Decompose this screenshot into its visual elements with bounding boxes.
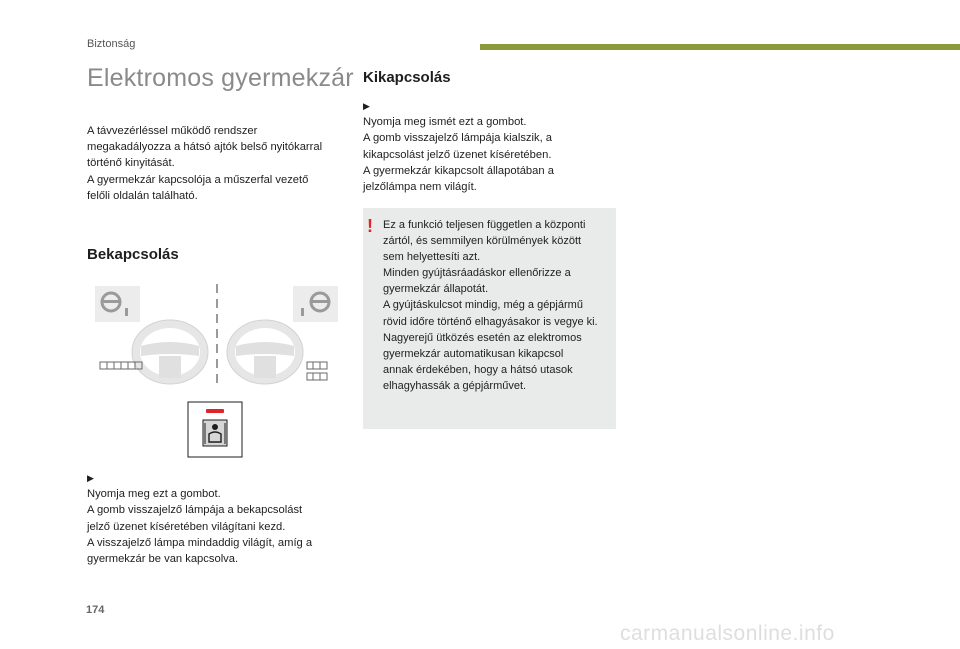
warning-line: annak érdekében, hogy a hátsó utasok: [383, 363, 573, 376]
page-title: Elektromos gyermekzár: [87, 64, 354, 92]
intro-line: történő kinyitását.: [87, 157, 175, 170]
header-accent-bar: [480, 44, 960, 50]
bekapcsolas-paragraph: [87, 470, 357, 567]
section-label: Biztonság: [87, 38, 136, 50]
kikapcsolas-line: A gomb visszajelző lámpája kialszik, a: [363, 132, 553, 145]
kikapcsolas-line: jelzőlámpa nem világít.: [363, 181, 477, 194]
warning-text: [383, 217, 613, 394]
warning-line: sem helyettesíti azt.: [383, 251, 481, 264]
warning-line: rövid időre történő elhagyásakor is vegye ki.: [383, 315, 598, 328]
child-lock-illustration: [95, 282, 345, 460]
warning-line: zártól, és semmilyen körülmények között: [383, 235, 582, 248]
warning-line: Minden gyújtásráadáskor ellenőrizze a: [383, 267, 571, 280]
page-number: 174: [86, 604, 105, 616]
watermark: carmanualsonline.info: [620, 622, 835, 645]
warning-line: A gyújtáskulcsot mindig, még a gépjármű: [383, 299, 583, 312]
warning-line: Ez a funkció teljesen független a központi: [383, 219, 586, 231]
warning-line: elhagyhassák a gépjárművet.: [383, 379, 527, 392]
exclamation-icon: !: [367, 216, 373, 236]
bekapcsolas-line: A visszajelző lámpa mindaddig világít, amíg a: [87, 536, 313, 549]
kikapcsolas-line: A gyermekzár kikapcsolt állapotában a: [363, 164, 554, 177]
kikapcsolas-heading: Kikapcsolás: [363, 69, 451, 86]
bekapcsolas-line: Nyomja meg ezt a gombot.: [87, 488, 221, 501]
bullet-arrow-icon: ▶: [87, 473, 94, 483]
intro-line: megakadályozza a hátsó ajtók belső nyitókarral: [87, 141, 323, 154]
steering-left-small-icon: [95, 286, 140, 322]
child-lock-button-icon: [188, 402, 242, 457]
kikapcsolas-paragraph: [363, 98, 623, 195]
bekapcsolas-heading: Bekapcsolás: [87, 246, 179, 263]
kikapcsolas-line: Nyomja meg ismét ezt a gombot.: [363, 116, 527, 129]
intro-line: A gyermekzár kapcsolója a műszerfal vezető: [87, 173, 309, 186]
bullet-arrow-icon: ▶: [363, 101, 370, 111]
bekapcsolas-line: gyermekzár be van kapcsolva.: [87, 553, 239, 566]
intro-line: A távvezérléssel működő rendszer: [87, 125, 258, 137]
steering-right-small-icon: [293, 286, 338, 322]
bekapcsolas-line: jelző üzenet kíséretében világítani kezd.: [87, 520, 286, 533]
steering-wheel-left-icon: [100, 320, 208, 384]
bekapcsolas-line: A gomb visszajelző lámpája a bekapcsolást: [87, 504, 303, 517]
intro-line: felőli oldalán található.: [87, 189, 198, 202]
warning-line: gyermekzár állapotát.: [383, 283, 489, 296]
kikapcsolas-line: kikapcsolást jelző üzenet kíséretében.: [363, 148, 552, 161]
warning-line: Nagyerejű ütközés esetén az elektromos: [383, 331, 582, 344]
warning-line: gyermekzár automatikusan kikapcsol: [383, 347, 564, 360]
intro-paragraph: [87, 123, 352, 204]
steering-wheel-right-icon: [227, 320, 327, 384]
